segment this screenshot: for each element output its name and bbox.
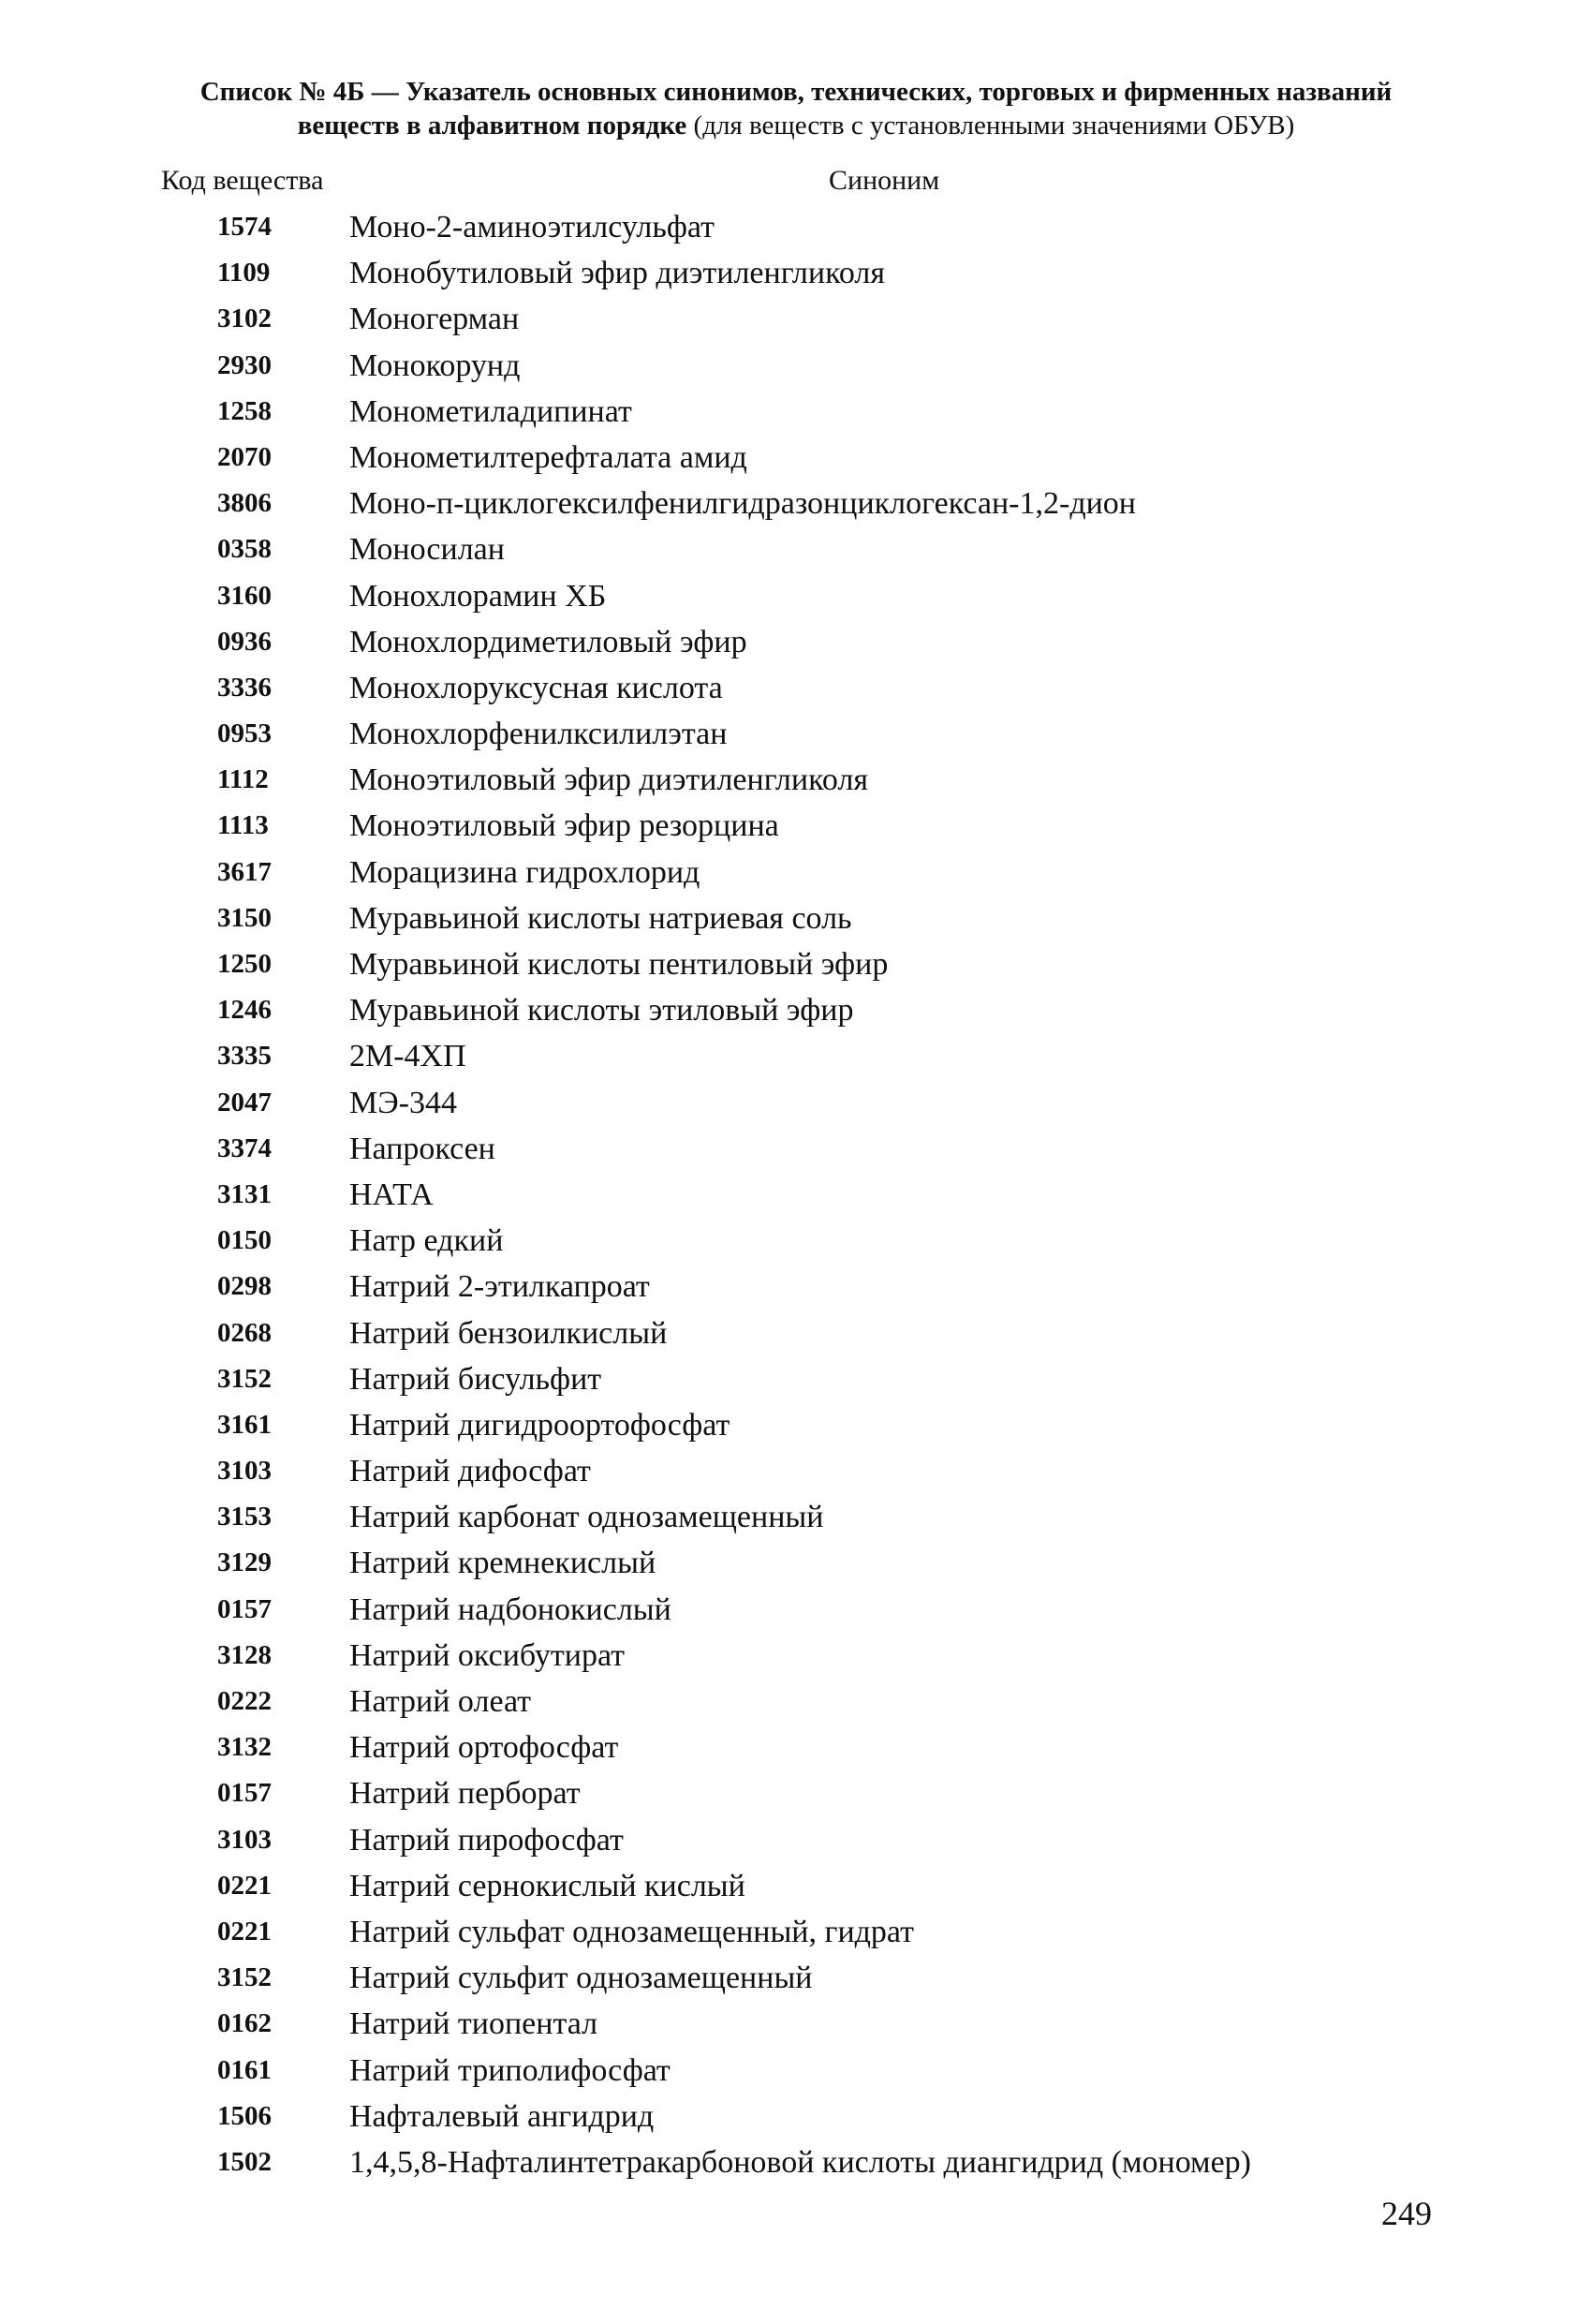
substance-code: 3336 xyxy=(217,672,272,703)
list-item xyxy=(0,250,1592,296)
synonym-name: Монометиладипинат xyxy=(349,393,632,429)
synonym-name: Натрий дигидроортофосфат xyxy=(349,1407,730,1443)
list-item xyxy=(0,1909,1592,1955)
synonym-name: Муравьиной кислоты натриевая соль xyxy=(349,900,852,936)
synonym-name: Морацизина гидрохлорид xyxy=(349,854,700,890)
substance-code: 3335 xyxy=(217,1041,272,1072)
synonym-name: Натрий олеат xyxy=(349,1684,532,1719)
list-item xyxy=(0,343,1592,389)
list-item xyxy=(0,435,1592,481)
synonym-name: Натрий карбонат однозамещенный xyxy=(349,1500,824,1535)
substance-code: 0150 xyxy=(217,1225,272,1256)
list-item xyxy=(0,1633,1592,1679)
substance-code: 3161 xyxy=(217,1409,272,1440)
list-item xyxy=(0,573,1592,619)
substance-code: 3153 xyxy=(217,1502,272,1532)
synonym-name: Натрий дифосфат xyxy=(349,1454,591,1489)
substance-code: 3132 xyxy=(217,1732,272,1763)
list-item xyxy=(0,619,1592,665)
substance-code: 3374 xyxy=(217,1132,272,1163)
list-item xyxy=(0,1863,1592,1909)
substance-code: 1113 xyxy=(217,810,269,841)
substance-code: 3806 xyxy=(217,488,272,519)
substance-code: 3102 xyxy=(217,303,272,334)
substance-code: 3131 xyxy=(217,1178,272,1209)
list-item xyxy=(0,1310,1592,1356)
list-item xyxy=(0,296,1592,342)
synonym-name: Муравьиной кислоты этиловый эфир xyxy=(349,993,854,1029)
synonym-name: Монохлоруксусная кислота xyxy=(349,670,723,705)
substance-code: 1250 xyxy=(217,949,272,979)
list-item xyxy=(0,850,1592,896)
list-item xyxy=(0,1080,1592,1126)
substance-code: 1246 xyxy=(217,995,272,1026)
synonym-name: Монометилтерефталата амид xyxy=(349,439,747,475)
list-title: Список № 4Б — Указатель основных синонимов, технических, торговых и фирменных названий xyxy=(199,77,1393,107)
list-item xyxy=(0,987,1592,1033)
substance-code: 0157 xyxy=(217,1593,272,1624)
substance-code: 3160 xyxy=(217,580,272,611)
list-item xyxy=(0,2048,1592,2094)
substance-code: 3152 xyxy=(217,1962,272,1993)
substance-code: 0936 xyxy=(217,626,272,657)
substance-code: 0162 xyxy=(217,2008,272,2039)
synonym-name: Монохлорфенилксилилэтан xyxy=(349,717,728,752)
list-item xyxy=(0,1724,1592,1770)
synonym-name: Натрий перборат xyxy=(349,1776,581,1812)
synonym-name: Натрий пирофосфат xyxy=(349,1822,624,1858)
synonym-name: Монохлорамин ХБ xyxy=(349,578,607,614)
list-item xyxy=(0,1033,1592,1079)
substance-code: 0221 xyxy=(217,1916,272,1947)
substance-code: 1109 xyxy=(217,258,271,289)
list-item xyxy=(0,389,1592,435)
synonym-name: Натрий бензоилкислый xyxy=(349,1315,668,1351)
synonym-name: Муравьиной кислоты пентиловый эфир xyxy=(349,947,889,982)
synonym-name: МЭ-344 xyxy=(349,1085,457,1120)
synonym-name: Моно-п-циклогексилфенилгидразонциклогексан-1,2-дион xyxy=(349,486,1137,522)
list-item xyxy=(0,1679,1592,1724)
list-subtitle-rest: (для веществ с установленными значениями ОБУВ) xyxy=(686,111,1295,141)
synonym-name: Моно-2-аминоэтилсульфат xyxy=(349,210,715,244)
synonym-name: Монобутиловый эфир диэтиленгликоля xyxy=(349,256,886,291)
synonym-name: Натрий оксибутират xyxy=(349,1637,626,1673)
synonym-name: 1,4,5,8-Нафталинтетракарбоновой кислоты диангидрид (мономер) xyxy=(349,2144,1251,2180)
synonym-name: Напроксен xyxy=(349,1131,495,1166)
list-item xyxy=(0,1264,1592,1310)
list-item xyxy=(0,1218,1592,1264)
list-item xyxy=(0,1540,1592,1586)
list-item xyxy=(0,1356,1592,1402)
synonym-name: Натрий сульфат однозамещенный, гидрат xyxy=(349,1914,915,1949)
substance-code: 0221 xyxy=(217,1870,272,1901)
substance-code: 1258 xyxy=(217,395,272,426)
substance-code: 3152 xyxy=(217,1363,272,1394)
substance-code: 0222 xyxy=(217,1686,272,1716)
synonym-name: Моногерман xyxy=(349,302,520,337)
list-item xyxy=(0,2001,1592,2047)
substance-code: 2047 xyxy=(217,1087,272,1118)
substance-code: 0157 xyxy=(217,1778,272,1809)
substance-code: 3617 xyxy=(217,856,272,887)
list-item xyxy=(0,204,1592,250)
list-item xyxy=(0,1494,1592,1540)
list-item xyxy=(0,1770,1592,1816)
synonym-name: Монохлордиметиловый эфир xyxy=(349,624,747,659)
synonym-name: Натрий 2-этилкапроат xyxy=(349,1269,650,1305)
list-item xyxy=(0,2094,1592,2139)
list-subtitle-bold: веществ в алфавитном порядке xyxy=(297,111,687,141)
substance-code: 2070 xyxy=(217,441,272,472)
list-item xyxy=(0,1448,1592,1494)
substance-code: 1506 xyxy=(217,2100,272,2131)
column-header-code: Код вещества xyxy=(161,165,324,196)
page-number: 249 xyxy=(1381,2195,1432,2232)
list-item xyxy=(0,896,1592,941)
synonym-name: Натрий тиопентал xyxy=(349,2006,598,2042)
synonym-name: Нафталевый ангидрид xyxy=(349,2098,655,2134)
synonym-name: Натрий бисульфит xyxy=(349,1361,602,1397)
synonym-name: Натрий ортофосфат xyxy=(349,1730,619,1766)
substance-code: 3103 xyxy=(217,1456,272,1487)
list-item xyxy=(0,1955,1592,2001)
substance-code: 3129 xyxy=(217,1547,272,1578)
substance-code: 2930 xyxy=(217,349,272,380)
list-subtitle xyxy=(140,109,1452,142)
synonym-list xyxy=(0,204,1592,2185)
synonym-name: Моносилан xyxy=(349,532,505,568)
list-item xyxy=(0,526,1592,572)
synonym-name: 2М-4ХП xyxy=(349,1039,466,1074)
list-item xyxy=(0,1126,1592,1172)
synonym-name: Натрий надбонокислый xyxy=(349,1591,671,1627)
substance-code: 3150 xyxy=(217,902,272,933)
list-item xyxy=(0,1172,1592,1218)
list-item xyxy=(0,803,1592,849)
column-header-synonym: Синоним xyxy=(829,165,940,196)
synonym-name: Натр едкий xyxy=(349,1223,504,1259)
synonym-name: Натрий триполифосфат xyxy=(349,2052,671,2088)
synonym-name: Натрий сернокислый кислый xyxy=(349,1868,745,1903)
substance-code: 0953 xyxy=(217,718,272,749)
substance-code: 0298 xyxy=(217,1271,272,1302)
list-item xyxy=(0,481,1592,526)
list-item xyxy=(0,1587,1592,1633)
substance-code: 3128 xyxy=(217,1639,272,1670)
substance-code: 1574 xyxy=(217,212,272,242)
synonym-name: Моноэтиловый эфир резорцина xyxy=(349,808,779,844)
synonym-name: Моноэтиловый эфир диэтиленгликоля xyxy=(349,762,869,798)
substance-code: 1502 xyxy=(217,2146,272,2177)
list-item xyxy=(0,665,1592,711)
substance-code: 1112 xyxy=(217,764,269,795)
synonym-name: Натрий кремнекислый xyxy=(349,1546,656,1581)
substance-code: 0358 xyxy=(217,534,272,565)
list-item xyxy=(0,941,1592,987)
list-item xyxy=(0,757,1592,803)
synonym-name: Монокорунд xyxy=(349,348,521,383)
synonym-name: НАТА xyxy=(349,1177,434,1212)
substance-code: 3103 xyxy=(217,1824,272,1855)
list-item xyxy=(0,2139,1592,2185)
list-item xyxy=(0,711,1592,757)
synonym-name: Натрий сульфит однозамещенный xyxy=(349,1961,813,1996)
list-item xyxy=(0,1402,1592,1448)
substance-code: 0161 xyxy=(217,2054,272,2085)
substance-code: 0268 xyxy=(217,1317,272,1348)
list-item xyxy=(0,1817,1592,1863)
